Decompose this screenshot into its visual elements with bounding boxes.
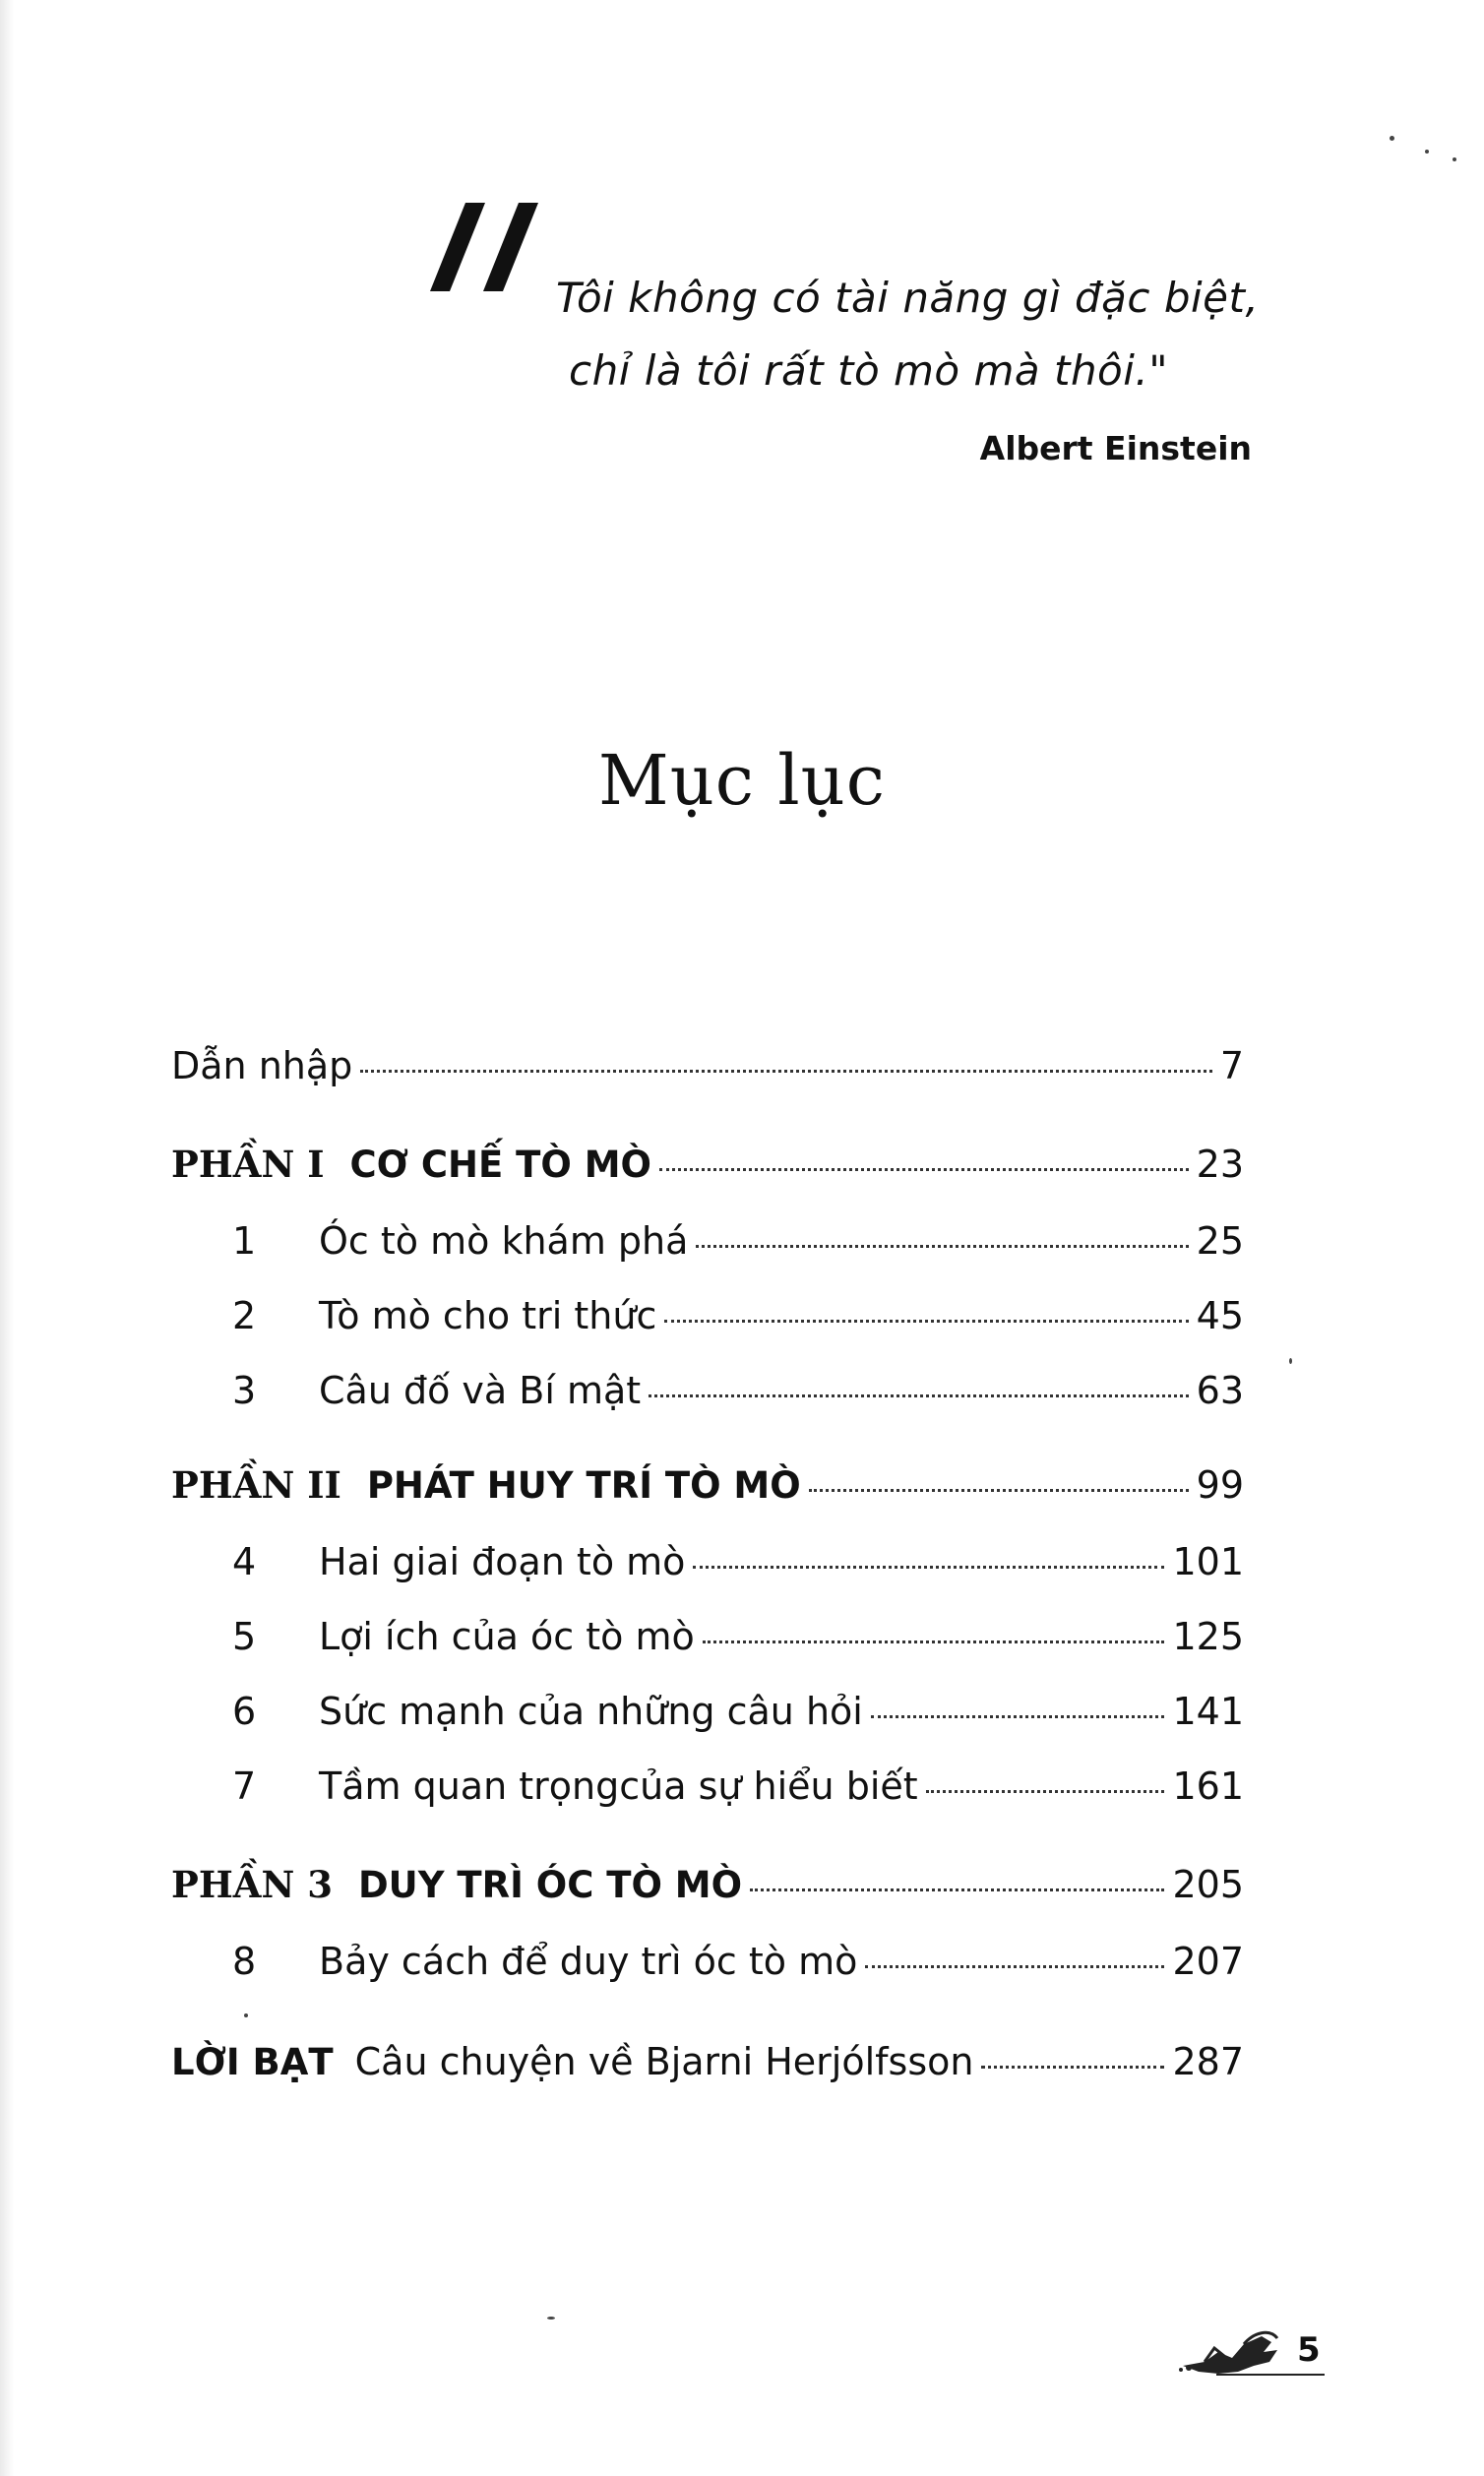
toc-page-number: 63 (1196, 1369, 1244, 1412)
toc-chapter-2[interactable] (171, 1294, 1244, 1337)
scan-speck (547, 2317, 555, 2320)
part-label: PHẦN II (171, 1463, 341, 1507)
toc-page-number: 205 (1172, 1863, 1244, 1906)
toc-part-3[interactable] (171, 1863, 1244, 1906)
chapter-number: 8 (232, 1940, 257, 1983)
toc-page-number: 45 (1196, 1294, 1244, 1337)
bird-ornament-icon (1175, 2322, 1293, 2391)
dot-leader (926, 1790, 1165, 1793)
chapter-number: 5 (232, 1615, 257, 1658)
toc-chapter-7[interactable] (171, 1764, 1244, 1808)
toc-chapter-1[interactable] (171, 1219, 1244, 1263)
dot-leader (703, 1640, 1165, 1643)
chapter-title: Óc tò mò khám phá (319, 1219, 689, 1263)
chapter-title: Câu đố và Bí mật (319, 1369, 642, 1412)
afterword-title: Câu chuyện về Bjarni Herjólfsson (354, 2040, 974, 2083)
toc-chapter-8[interactable] (171, 1940, 1244, 1983)
toc-page-number: 101 (1172, 1540, 1244, 1583)
scan-speck (1453, 157, 1456, 161)
dot-leader (809, 1489, 1189, 1492)
chapter-number: 6 (232, 1690, 257, 1733)
page-title: Mục lục (598, 740, 886, 821)
dot-leader (750, 1888, 1164, 1891)
scan-speck (1289, 1358, 1292, 1364)
chapter-title: Hai giai đoạn tò mò (319, 1540, 686, 1583)
toc-page-number: 7 (1219, 1044, 1244, 1087)
toc-page-number: 161 (1172, 1764, 1244, 1808)
afterword-label: LỜI BẠT (171, 2041, 334, 2083)
part-label: PHẦN 3 (171, 1863, 333, 1906)
chapter-number: 2 (232, 1294, 257, 1337)
dot-leader (693, 1566, 1164, 1569)
epigraph-line-1: Tôi không có tài năng gì đặc biệt, (556, 274, 1260, 322)
chapter-title: Tò mò cho tri thức (319, 1294, 657, 1337)
toc-chapter-3[interactable] (171, 1369, 1244, 1412)
chapter-number: 3 (232, 1369, 257, 1412)
chapter-title: Lợi ích của óc tò mò (319, 1615, 695, 1658)
dot-leader (981, 2066, 1164, 2069)
toc-page-number: 287 (1172, 2040, 1244, 2083)
toc-page-number: 141 (1172, 1690, 1244, 1733)
scan-speck (244, 2013, 248, 2017)
chapter-number: 1 (232, 1219, 257, 1263)
page-number: 5 (1297, 2330, 1321, 2370)
dot-leader (360, 1070, 1212, 1073)
dot-leader (649, 1394, 1188, 1397)
toc-page-number: 25 (1196, 1219, 1244, 1263)
toc-afterword[interactable] (171, 2040, 1244, 2083)
toc-part-1[interactable] (171, 1143, 1244, 1186)
toc-page-number: 99 (1196, 1463, 1244, 1507)
page-number-underline (1216, 2374, 1325, 2376)
toc-chapter-6[interactable] (171, 1690, 1244, 1733)
dot-leader (865, 1965, 1164, 1968)
toc-chapter-5[interactable] (171, 1615, 1244, 1658)
dot-leader (664, 1320, 1188, 1323)
toc-page-number: 207 (1172, 1940, 1244, 1983)
scan-speck (1425, 150, 1429, 154)
chapter-number: 4 (232, 1540, 257, 1583)
chapter-title: Bảy cách để duy trì óc tò mò (319, 1940, 858, 1983)
part-label: PHẦN I (171, 1143, 325, 1186)
chapter-number: 7 (232, 1764, 257, 1808)
page-gutter-shadow (0, 0, 14, 2476)
dot-leader (659, 1168, 1189, 1171)
toc-chapter-4[interactable] (171, 1540, 1244, 1583)
toc-page-number: 125 (1172, 1615, 1244, 1658)
part-title: DUY TRÌ ÓC TÒ MÒ (357, 1864, 743, 1906)
scan-speck (1390, 136, 1394, 141)
chapter-title: Sức mạnh của những câu hỏi (319, 1690, 863, 1733)
toc-part-2[interactable] (171, 1463, 1244, 1507)
toc-entry-label: Dẫn nhập (171, 1044, 353, 1087)
dot-leader (696, 1245, 1188, 1248)
epigraph-line-2: chỉ là tôi rất tò mò mà thôi." (569, 346, 1169, 395)
chapter-title: Tầm quan trọngcủa sự hiểu biết (319, 1764, 918, 1808)
quote-mark-icon (428, 193, 546, 301)
toc-page-number: 23 (1196, 1143, 1244, 1186)
toc-entry-intro[interactable] (171, 1044, 1244, 1087)
dot-leader (871, 1715, 1165, 1718)
part-title: PHÁT HUY TRÍ TÒ MÒ (366, 1464, 801, 1507)
part-title: CƠ CHẾ TÒ MÒ (349, 1144, 651, 1186)
epigraph-author: Albert Einstein (979, 429, 1252, 467)
